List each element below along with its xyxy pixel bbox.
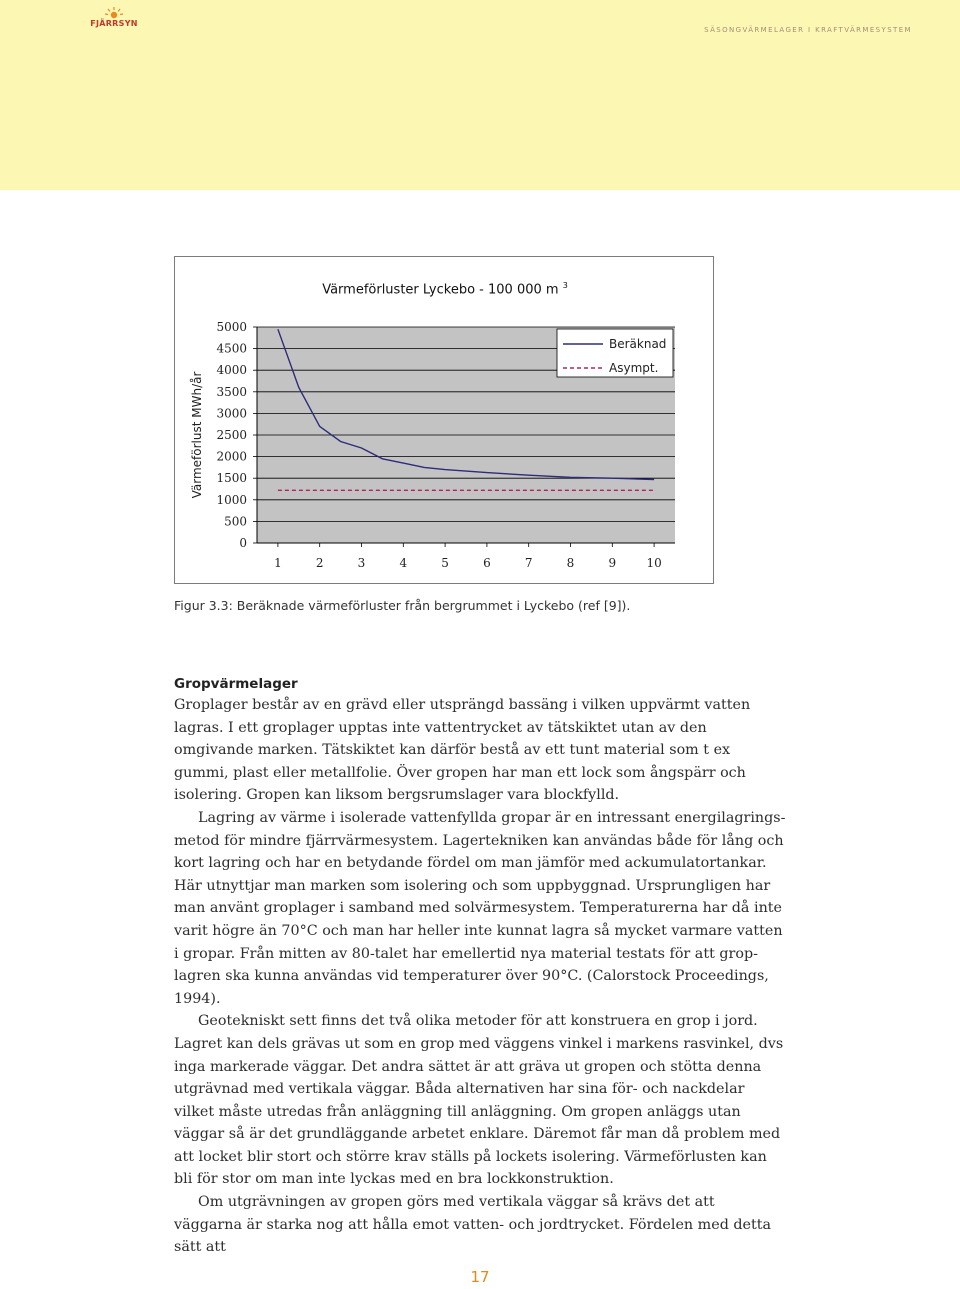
figure-caption: Figur 3.3: Beräknade värmeförluster från bergrummet i Lyckebo (ref [9]). xyxy=(174,598,631,613)
y-tick-label: 500 xyxy=(224,514,247,529)
text-section xyxy=(174,676,786,1259)
x-tick-label: 1 xyxy=(274,556,282,570)
x-tick-label: 8 xyxy=(566,556,575,570)
paragraph-1: Groplager består av en grävd eller utsprängd bassäng i vilken uppvärmt vatten lagras. I ett groplager upptas inte vattentrycket av tätskiktet utan av den omgivande marken. Tätskiktet kan därför bestå av ett tunt material som t ex gummi, plast eller metallfolie. Över gropen har man ett lock som ångspärr och isolering. Gropen kan liksom bergsrumslager vara blockfylld. xyxy=(174,697,751,804)
y-tick-label: 3000 xyxy=(216,406,247,421)
y-tick-label: 1000 xyxy=(216,492,247,507)
x-tick-label: 4 xyxy=(399,556,408,570)
x-tick-label: 7 xyxy=(524,556,533,570)
y-axis-label: Värmeförlust MWh/år xyxy=(190,371,204,499)
paragraph-4: Om utgrävningen av gropen görs med vertikala väggar så krävs det att väggarna är starka nog att hålla emot vatten- och jordtrycket. Fördelen med detta sätt att xyxy=(174,1194,772,1256)
x-tick-label: 3 xyxy=(357,556,366,570)
y-tick-label: 3500 xyxy=(216,384,247,399)
paragraph-2: Lagring av värme i isolerade vattenfyllda gropar är en intressant energilagringsmetod för mindre fjärrvärmesystem. Lagertekniken kan användas både för lång och kort lagring och har en betydande fördel om man jämför med ackumulatortankar. Här utnyttjar man marken som isolering och som uppbyggnad. Ursprungligen har man använt groplager i samband med solvärmesystem. Temperaturerna har då inte varit högre än 70°C och man har heller inte kunnat lagra så mycket varmare vatten i gropar. Från mitten av 80-talet har emellertid nya material testats för att groplagren ska kunna användas vid temperaturer över 90°C. (Calorstock Proceedings, 1994). xyxy=(174,809,786,1007)
logo-text: FJÄRRSYN xyxy=(90,19,138,28)
y-tick-label: 1500 xyxy=(216,471,247,486)
chart-container xyxy=(174,256,714,584)
page-number: 17 xyxy=(470,1268,490,1286)
fjarrsyn-logo xyxy=(88,6,140,32)
line-chart xyxy=(175,257,715,585)
x-tick-label: 10 xyxy=(646,556,662,570)
paragraph-3: Geotekniskt sett finns det två olika metoder för att konstruera en grop i jord. Lagret kan dels grävas ut som en grop med väggens vinkel i markens rasvinkel, dvs inga markerade väggar. Det andra sättet är att gräva ut gropen och stötta denna utgrävnad med vertikala väggar. Båda alternativen har sina för- och nackdelar vilket måste utredas från anläggning till anläggning. Om gropen anläggs utan väggar så är det grundläggande arbetet enklare. Däremot får man då problem med att locket blir stort och större krav ställs på lockets isolering. Värmeförlusten kan bli för stor om man inte lyckas med en bra lockkonstruktion. xyxy=(174,1013,784,1188)
x-tick-label: 9 xyxy=(608,556,617,570)
y-tick-label: 4000 xyxy=(216,363,247,378)
chart-title-superscript: 3 xyxy=(562,281,568,290)
legend-label: Asympt. xyxy=(609,361,659,375)
header-band xyxy=(0,0,960,190)
y-tick-label: 2500 xyxy=(216,428,247,442)
y-tick-label: 5000 xyxy=(216,320,247,334)
chart-title-text: Värmeförluster Lyckebo - 100 000 m xyxy=(322,282,559,298)
y-tick-label: 2000 xyxy=(216,449,247,464)
x-tick-label: 2 xyxy=(315,556,324,570)
section-heading: Gropvärmelager xyxy=(174,676,298,692)
running-title: SÄSONGVÄRMELAGER I KRAFTVÄRMESYSTEM xyxy=(704,26,912,34)
y-tick-label: 0 xyxy=(239,536,247,550)
y-tick-label: 4500 xyxy=(216,341,247,356)
x-tick-label: 5 xyxy=(441,556,449,570)
x-tick-label: 6 xyxy=(483,556,491,570)
legend-label: Beräknad xyxy=(609,337,667,351)
